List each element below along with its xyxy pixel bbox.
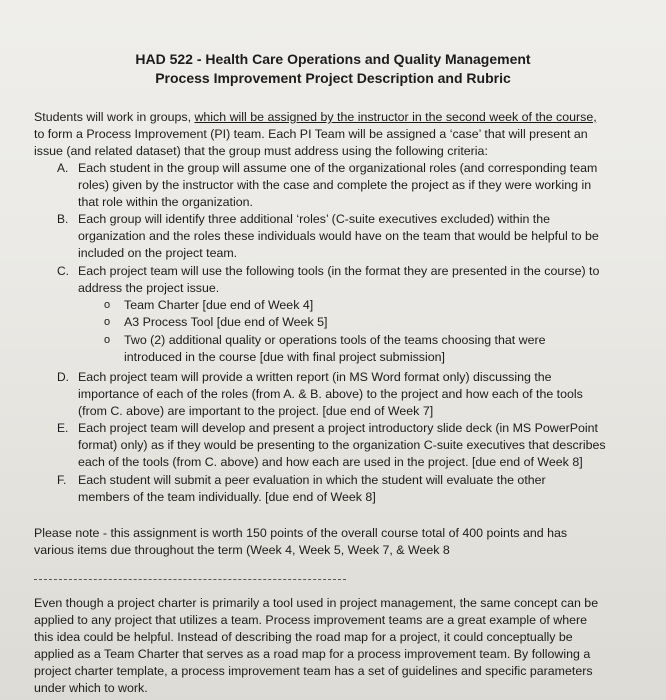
criterion-c-line-1: Each project team will use the following tools (in the format they are presented in the course) to: [78, 264, 600, 278]
tool-2-text: A3 Process Tool [due end of Week 5]: [124, 315, 328, 329]
criterion-b-marker: B.: [57, 212, 69, 226]
closing-line-1: Even though a project charter is primarily a tool used in project management, the same concept can be: [34, 596, 599, 610]
closing-line-4: applied as a Team Charter that serves as a road map for a process improvement team. By following a: [34, 647, 591, 661]
criterion-b-line-1: Each group will identify three additional ‘roles’ (C-suite executives excluded) within the: [78, 212, 550, 226]
criterion-d-marker: D.: [57, 370, 69, 384]
criterion-d-line-2: importance of each of the roles (from A. & B. above) to the project and how each of the tools: [78, 387, 583, 401]
tool-3-line-1: Two (2) additional quality or operations tools of the teams choosing that were: [124, 333, 546, 347]
criterion-b-line-3: included on the project team.: [78, 246, 238, 260]
intro-line-1-underlined: which will be assigned by the instructor in the second week of the course,: [194, 110, 597, 124]
criterion-e-line-2: format) only) as if they would be presenting to the organization C-suite executives that describes: [78, 438, 606, 452]
closing-line-5: project charter template, a process improvement team has a set of guidelines and specific parameters: [34, 664, 593, 678]
document-subtitle: Process Improvement Project Description and Rubric: [155, 70, 511, 86]
note-line-1: Please note - this assignment is worth 150 points of the overall course total of 400 points and has: [34, 526, 568, 540]
course-title: HAD 522 - Health Care Operations and Quality Management: [135, 51, 531, 67]
criterion-c-marker: C.: [57, 264, 69, 278]
tool-3-bullet: o: [104, 334, 111, 346]
intro-line-1: [34, 109, 597, 126]
criterion-d-line-3: (from C. above) are important to the project. [due end of Week 7]: [78, 404, 434, 418]
criterion-a-line-3: that role within the organization.: [78, 195, 253, 209]
closing-line-2: applied to any project that utilizes a team. Process improvement teams are a great example of where: [34, 613, 588, 627]
criterion-e-line-1: Each project team will develop and present a project introductory slide deck (in MS PowerPoint: [78, 421, 598, 435]
criterion-c-line-2: address the project issue.: [78, 281, 220, 295]
criterion-f-marker: F.: [57, 473, 67, 487]
criterion-d-line-1: Each project team will provide a written report (in MS Word format only) discussing the: [78, 370, 552, 384]
closing-line-6: under which to work.: [34, 681, 148, 695]
criterion-e-line-3: each of the tools (from C. above) and how each are used in the project. [due end of Week 8]: [78, 455, 583, 469]
criterion-a-line-1: Each student in the group will assume one of the organizational roles (and corresponding team: [78, 161, 598, 175]
criterion-f-line-1: Each student will submit a peer evaluation in which the student will evaluate the other: [78, 473, 546, 487]
criterion-e-marker: E.: [57, 421, 69, 435]
intro-line-1-start: Students will work in groups,: [34, 110, 195, 124]
tool-2-bullet: o: [104, 316, 111, 328]
criterion-a-marker: A.: [57, 161, 69, 175]
tool-1-text: Team Charter [due end of Week 4]: [124, 298, 314, 312]
closing-line-3: this idea could be helpful. Instead of describing the road map for a project, it could conceptually be: [34, 630, 573, 644]
criterion-a-line-2: roles) given by the instructor with the case and complete the project as if they were working in: [78, 178, 592, 192]
note-line-2: various items due throughout the term (Week 4, Week 5, Week 7, & Week 8: [34, 543, 450, 557]
criterion-b-line-2: organization and the roles these individuals would have on the team that would be helpful to be: [78, 229, 599, 243]
intro-line-3: issue (and related dataset) that the group must address using the following criteria:: [34, 144, 488, 158]
intro-line-2: to form a Process Improvement (PI) team. Each PI Team will be assigned a ‘case’ that will present an: [34, 127, 588, 141]
criterion-f-line-2: members of the team individually. [due end of Week 8]: [78, 490, 376, 504]
tool-1-bullet: o: [104, 299, 111, 311]
section-divider: [34, 579, 346, 580]
tool-3-line-2: introduced in the course [due with final project submission]: [124, 350, 445, 364]
